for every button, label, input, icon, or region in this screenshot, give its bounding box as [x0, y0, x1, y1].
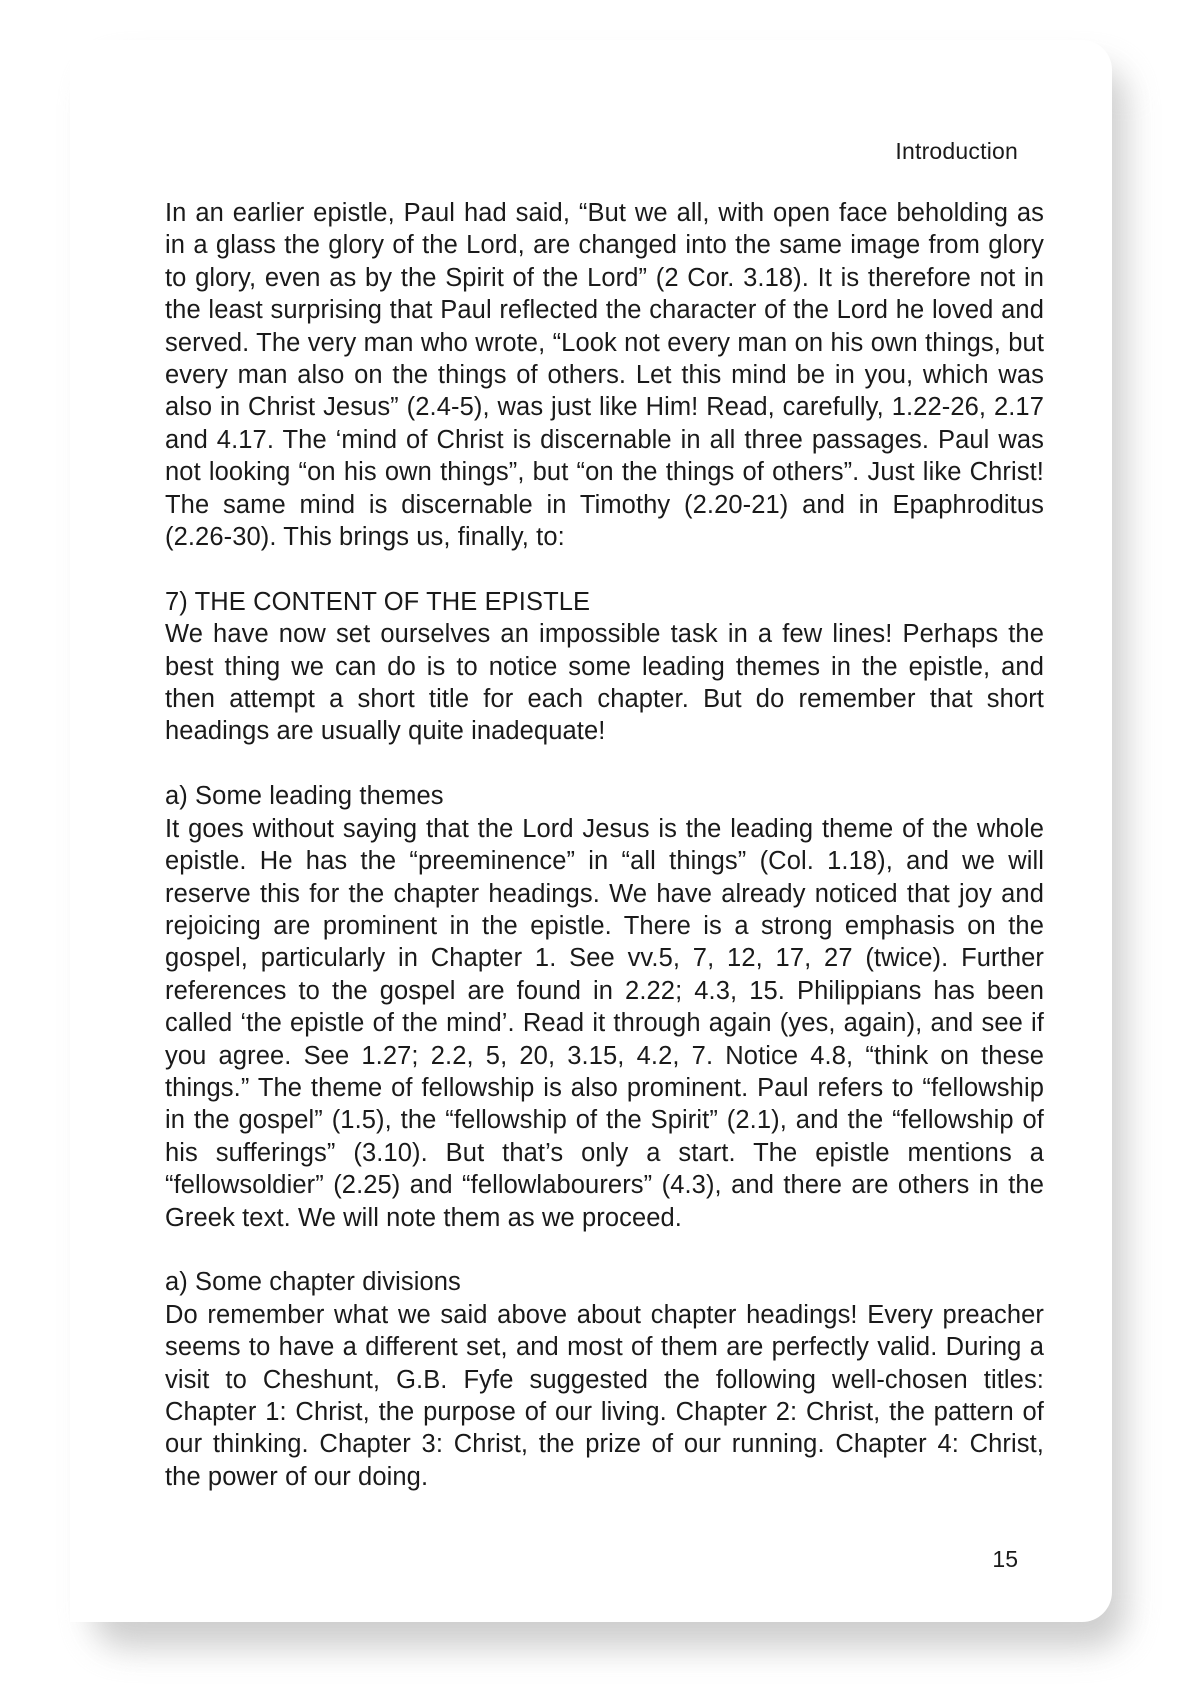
section-leading-themes [165, 780, 1044, 1234]
paragraph-text: In an earlier epistle, Paul had said, “But we all, with open face beholding as in a glass the glory of the Lord, are changed into the same image from glory to glory, even as by the Spirit of the Lord” (2 Cor. 3.18). It is therefore not in the least surprising that Paul reflected the character of the Lord he loved and served. The very man who wrote, “Look not every man on his own things, but every man also on the things of others. Let this mind be in you, which was also in Christ Jesus” (2.4-5), was just like Him! Read, carefully, 1.22-26, 2.17 and 4.17. The ‘mind of Christ is discernable in all three passages. Paul was not looking “on his own things”, but “on the things of others”. Just like Christ! The same mind is discernable in Timothy (2.20-21) and in Epaphroditus (2.26-30). This brings us, finally, to: [165, 199, 1044, 552]
page-body [165, 197, 1044, 1526]
subsection-text: Do remember what we said above about chapter headings! Every preacher seems to have a different set, and most of them are perfectly valid. During a visit to Cheshunt, G.B. Fyfe suggested the following well-chosen titles: Chapter 1: Christ, the purpose of our living. Chapter 2: Christ, the pattern of our thinking. Chapter 3: Christ, the prize of our running. Chapter 4: Christ, the power of our doing. [165, 1300, 1044, 1491]
paragraph-block [165, 197, 1044, 553]
running-head: Introduction [895, 138, 1018, 164]
subsection-text: It goes without saying that the Lord Jesus is the leading theme of the whole epistle. He has the “preeminence” in “all things” (Col. 1.18), and we will reserve this for the chapter headings. We have already noticed that joy and rejoicing are prominent in the epistle. There is a strong emphasis on the gospel, particularly in Chapter 1. See vv.5, 7, 12, 17, 27 (twice). Further references to the gospel are found in 2.22; 4.3, 15. Philippians has been called ‘the epistle of the mind’. Read it through again (yes, again), and see if you agree. See 1.27; 2.2, 5, 20, 3.15, 4.2, 7. Notice 4.8, “think on these things.” The theme of fellowship is also prominent. Paul refers to “fellowship in the gospel” (1.5), the “fellowship of the Spirit” (2.1), and the “fellowship of his sufferings” (3.10). But that’s only a start. The epistle mentions a “fellowsoldier” (2.25) and “fellowlabourers” (4.3), and there are others in the Greek text. We will note them as we proceed. [165, 814, 1044, 1232]
section-content-of-epistle [165, 586, 1044, 748]
book-page [70, 40, 1112, 1622]
subsection-heading: a) Some leading themes [165, 782, 444, 811]
section-heading: 7) THE CONTENT OF THE EPISTLE [165, 587, 591, 616]
subsection-heading: a) Some chapter divisions [165, 1268, 461, 1297]
page-number: 15 [992, 1546, 1018, 1572]
section-chapter-divisions [165, 1266, 1044, 1493]
section-text: We have now set ourselves an impossible task in a few lines! Perhaps the best thing we can do is to notice some leading themes in the epistle, and then attempt a short title for each chapter. But do remember that short headings are usually quite inadequate! [165, 620, 1044, 746]
